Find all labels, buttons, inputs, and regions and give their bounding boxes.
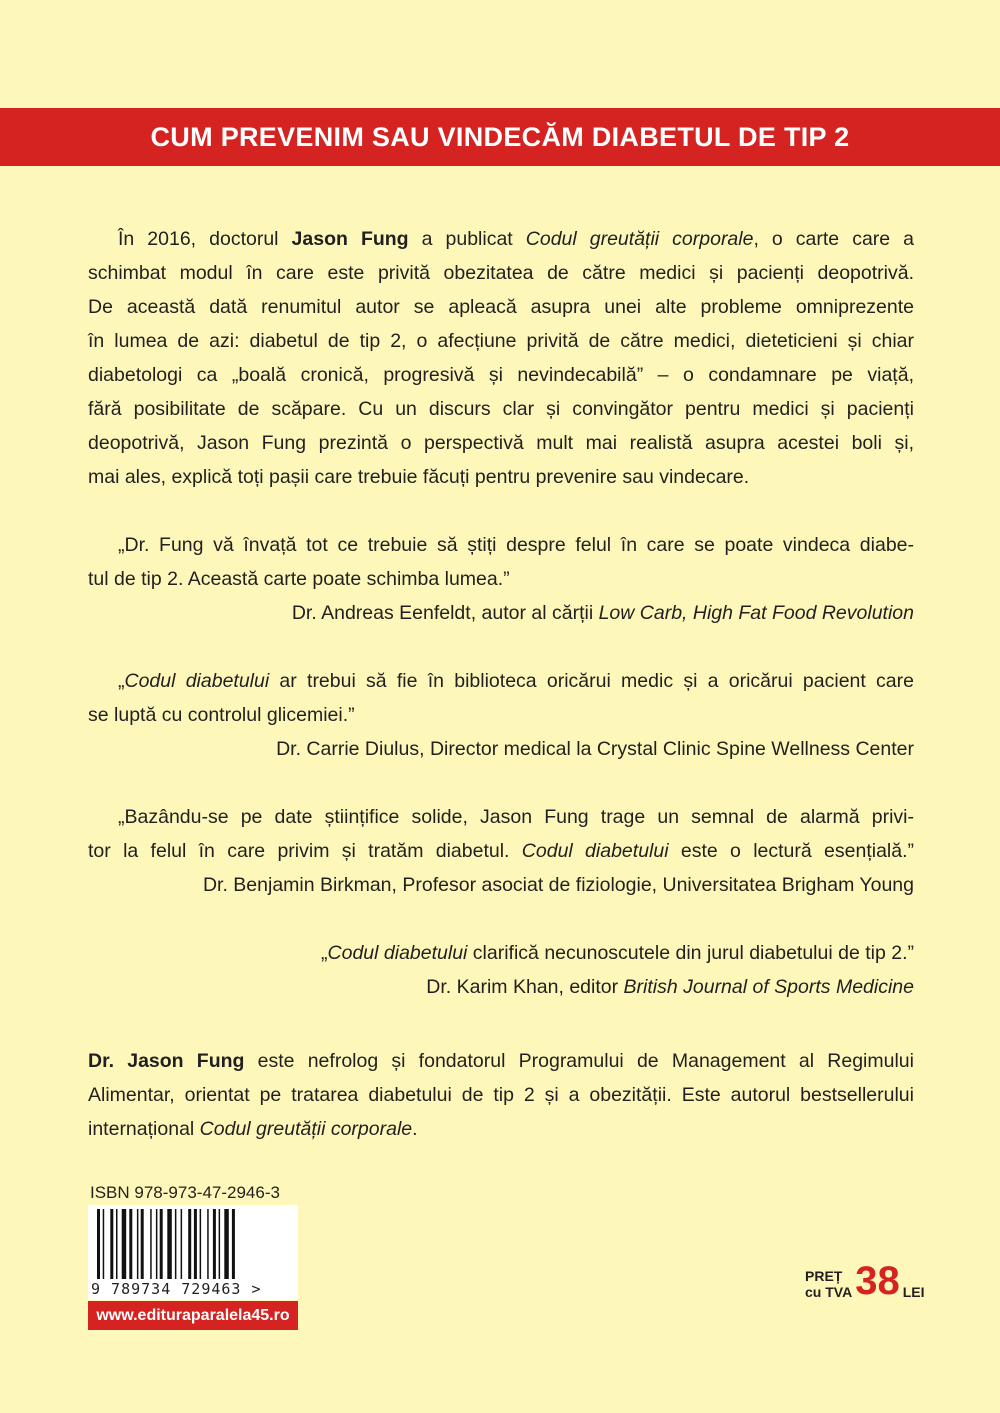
vat-label: cu TVA [805, 1284, 853, 1300]
text-line [88, 426, 914, 460]
text-segment: se luptă cu controlul glicemiei.” [88, 704, 355, 726]
text-segment: Dr. Carrie Diulus, Director medical la Crystal Clinic Spine Wellness Center [276, 738, 914, 760]
text-segment: fără posibilitate de scăpare. Cu un discurs clar și convingător pentru medici și pacienți [88, 398, 914, 420]
text-segment: ar trebui să fie în biblioteca oricărui medic și a oricărui pacient care [269, 670, 914, 692]
barcode-bar [97, 1209, 100, 1279]
text-block [88, 528, 914, 630]
publisher-website[interactable]: www.edituraparalela45.ro [88, 1301, 298, 1330]
bold-text: Dr. Jason Fung [88, 1050, 245, 1072]
text-line [88, 392, 914, 426]
barcode-bar [160, 1209, 163, 1279]
text-line [88, 290, 914, 324]
barcode-bar [207, 1209, 209, 1279]
barcode-bar [116, 1209, 118, 1279]
text-segment: tul de tip 2. Această carte poate schimba lumea.” [88, 568, 510, 590]
text-segment: , o carte care a [753, 228, 915, 250]
text-line [88, 358, 914, 392]
barcode-bar [194, 1209, 197, 1279]
text-segment: În 2016, doctorul [118, 228, 292, 250]
price-tag [805, 1259, 925, 1303]
text-line [88, 1078, 914, 1112]
barcode-bar [129, 1209, 132, 1279]
text-segment: tor la felul în care privim și tratăm diabetul. [88, 840, 522, 862]
barcode-bar [110, 1209, 113, 1279]
text-segment: mai ales, explică toți pașii care trebuie făcuți pentru prevenire sau vindecare. [88, 466, 750, 488]
text-segment: a publicat [408, 228, 526, 250]
isbn: ISBN 978-973-47-2946-3 [90, 1183, 280, 1202]
barcode-bar [150, 1209, 152, 1279]
bold-text: Jason Fung [291, 228, 409, 250]
text-line [88, 1044, 914, 1078]
text-line [88, 222, 914, 256]
text-segment: Alimentar, orientat pe tratarea diabetului de tip 2 și a obezității. Este autorul bestsellerului [88, 1084, 914, 1106]
italic-text: Codul diabetului [124, 670, 270, 692]
text-segment: în lumea de azi: diabetul de tip 2, o afecțiune privită de către medici, dieteticieni și chiar [88, 330, 914, 352]
barcode-bar [156, 1209, 158, 1279]
text-segment: . [412, 1118, 418, 1140]
text-segment: deopotrivă, Jason Fung prezintă o perspectivă mult mai realistă asupra acestei boli și, [88, 432, 914, 454]
price-label: PREȚ [805, 1268, 843, 1284]
italic-text: Codul greutății corporale [199, 1118, 413, 1140]
text-segment: „ [321, 942, 328, 964]
italic-text: Codul greutății corporale [525, 228, 754, 250]
text-segment: „Bazându-se pe date științifice solide, Jason Fung trage un semnal de alarmă privi- [118, 806, 914, 828]
text-segment: internațional [88, 1118, 200, 1140]
text-segment: Dr. Andreas Eenfeldt, autor al cărții [291, 602, 599, 624]
text-segment: De această dată renumitul autor se apleacă asupra unei alte probleme omniprezente [88, 296, 914, 318]
barcode-bar [175, 1209, 177, 1279]
italic-text: Codul diabetului [327, 942, 468, 964]
text-line [88, 562, 914, 596]
barcode-digits: 9 789734 729463 > [91, 1280, 262, 1298]
banner-title: CUM PREVENIM SAU VINDECĂM DIABETUL DE TIP 2 [150, 121, 850, 152]
text-segment: Dr. Karim Khan, editor [426, 976, 624, 998]
barcode-bars [93, 1209, 293, 1279]
italic-text: Low Carb, High Fat Food Revolution [598, 602, 914, 624]
italic-text: Codul diabetului [521, 840, 669, 862]
text-block [88, 664, 914, 766]
text-block [88, 936, 914, 1004]
text-line [88, 698, 914, 732]
text-segment: „Dr. Fung vă învață tot ce trebuie să știți despre felul în care se poate vindeca diabe- [118, 534, 914, 556]
text-line [88, 256, 914, 290]
text-line [88, 732, 914, 766]
barcode-bar [232, 1209, 235, 1279]
barcode-bar [224, 1209, 229, 1279]
text-segment: „ [118, 670, 125, 692]
text-block [88, 800, 914, 902]
text-segment: este nefrolog și fondatorul Programului de Management al Regimului [244, 1050, 914, 1072]
text-line [88, 324, 914, 358]
barcode-bar [181, 1209, 183, 1279]
text-line [88, 868, 914, 902]
text-segment: clarifică necunoscutele din jurul diabetului de tip 2.” [467, 942, 914, 964]
text-line [88, 596, 914, 630]
barcode-bar [137, 1209, 139, 1279]
barcode-bar [213, 1209, 216, 1279]
barcode-bar [219, 1209, 221, 1279]
barcode-bar [103, 1209, 105, 1279]
text-line [88, 664, 914, 698]
barcode-bar [188, 1209, 191, 1279]
text-line [88, 834, 914, 868]
barcode-bar [200, 1209, 202, 1279]
price-currency: LEI [902, 1284, 925, 1300]
barcode-bar [122, 1209, 127, 1279]
text-block [88, 1044, 914, 1146]
title-banner [0, 108, 1000, 166]
text-block [88, 222, 914, 494]
barcode-bar [167, 1209, 172, 1279]
text-line [88, 460, 914, 494]
price-value: 38 [855, 1259, 900, 1303]
text-segment: Dr. Benjamin Birkman, Profesor asociat de fiziologie, Universitatea Brigham Young [202, 874, 914, 896]
barcode [88, 1205, 298, 1300]
text-line [88, 1112, 914, 1146]
text-line [88, 800, 914, 834]
text-line [88, 936, 914, 970]
barcode-bar [141, 1209, 144, 1279]
text-line [88, 528, 914, 562]
italic-text: British Journal of Sports Medicine [623, 976, 914, 998]
text-segment: diabetologi ca „boală cronică, progresivă și nevindecabilă” – o condamnare pe viață, [88, 364, 914, 386]
text-segment: este o lectură esențială.” [668, 840, 914, 862]
text-line [88, 970, 914, 1004]
text-segment: schimbat modul în care este privită obezitatea de către medici și pacienți deopotrivă. [88, 262, 914, 284]
